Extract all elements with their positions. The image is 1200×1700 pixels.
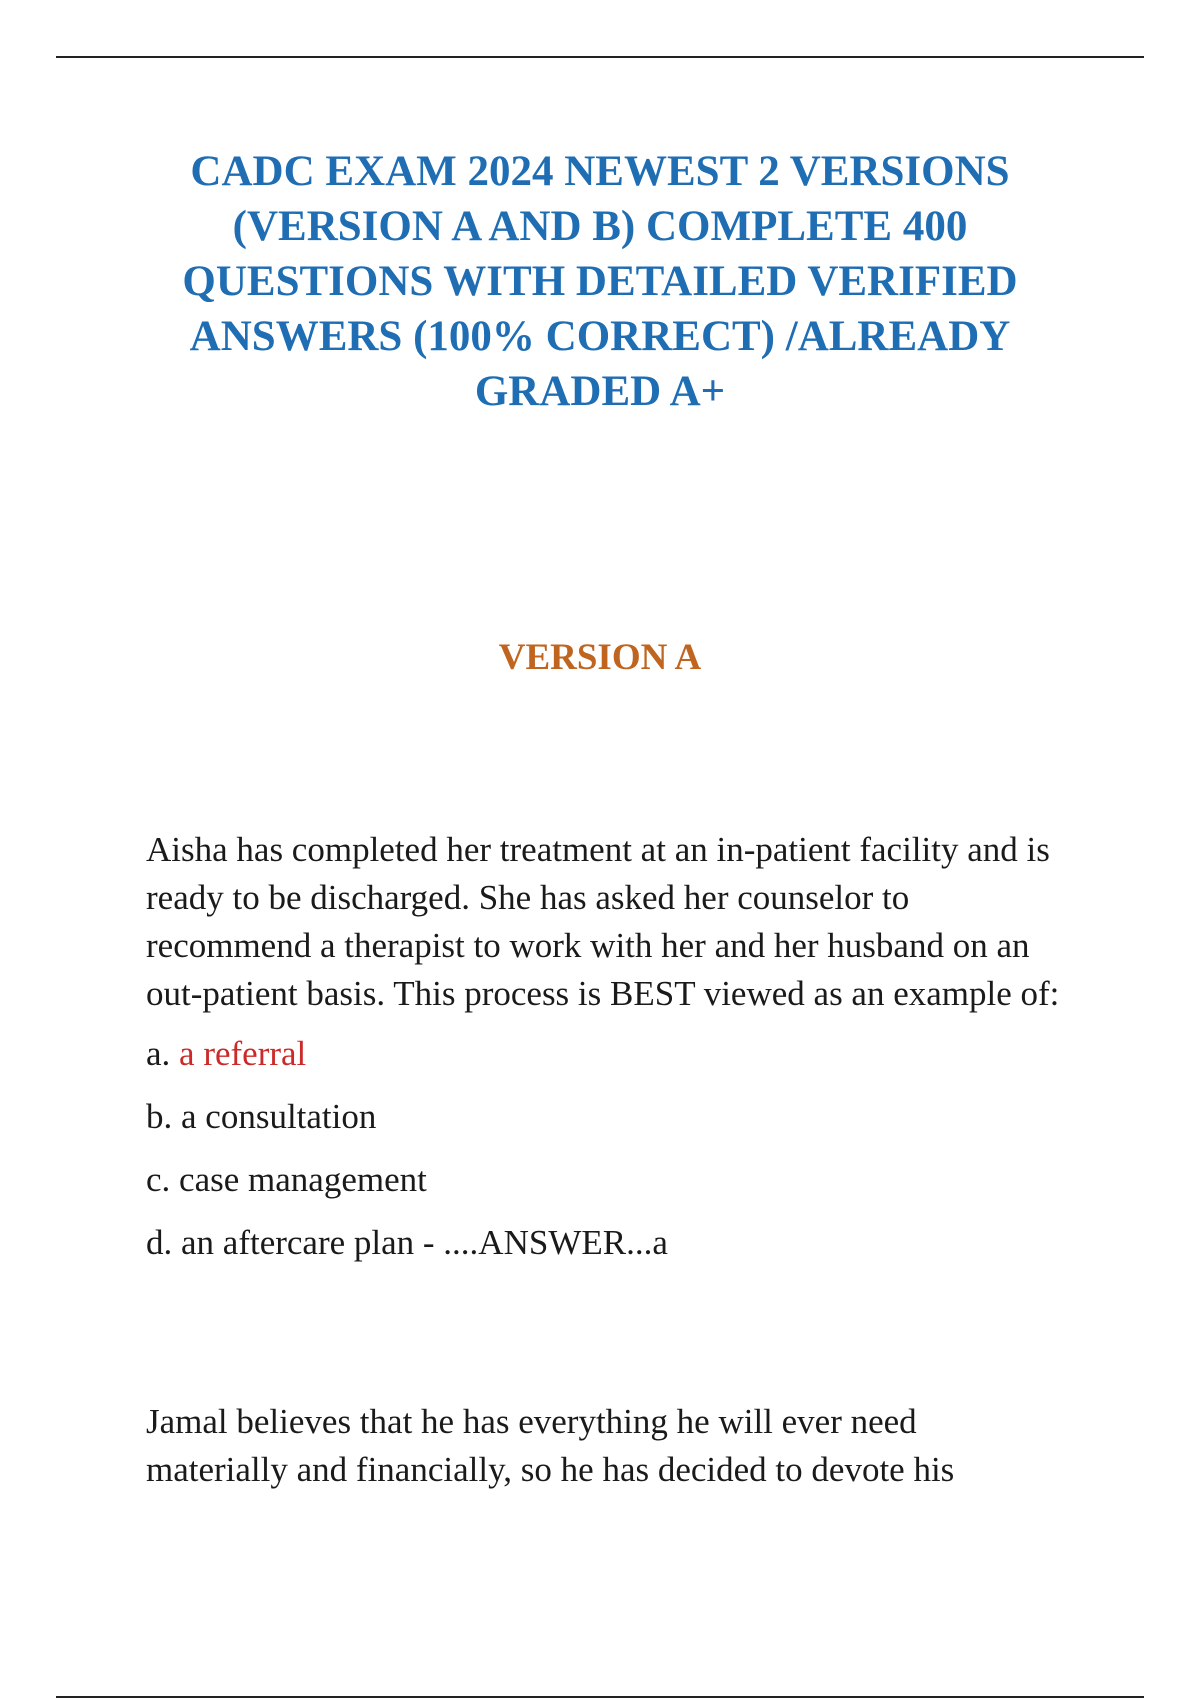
option-text: a consultation bbox=[181, 1097, 377, 1136]
option-b bbox=[146, 1093, 1066, 1141]
document-title: CADC EXAM 2024 NEWEST 2 VERSIONS (VERSION A AND B) COMPLETE 400 QUESTIONS WITH DETAILED VERIFIED ANSWERS (100% CORRECT) /ALREADY GRADED A+ bbox=[182, 148, 1018, 415]
option-text: an aftercare plan - ....ANSWER...a bbox=[181, 1223, 668, 1262]
version-heading: VERSION A bbox=[498, 637, 702, 678]
option-prefix: b. bbox=[146, 1097, 181, 1136]
option-prefix: d. bbox=[146, 1223, 181, 1262]
option-c bbox=[146, 1156, 1066, 1204]
correct-answer-text: a referral bbox=[179, 1034, 307, 1073]
option-a bbox=[146, 1030, 1066, 1078]
top-rule bbox=[56, 56, 1144, 58]
option-d bbox=[146, 1219, 1066, 1267]
bottom-rule bbox=[56, 1696, 1144, 1698]
option-text: case management bbox=[179, 1160, 427, 1199]
question-block bbox=[146, 826, 1066, 1282]
question-stem: Aisha has completed her treatment at an in-patient facility and is ready to be discharged. She has asked her counselor to recommend a therapist to work with her and her husband on an out-patient basis. This process is BEST viewed as an example of: bbox=[146, 830, 1060, 1013]
question-block bbox=[146, 1398, 1066, 1494]
option-prefix: c. bbox=[146, 1160, 180, 1199]
answer-options bbox=[146, 1030, 1066, 1267]
option-prefix: a. bbox=[146, 1034, 180, 1073]
question-stem: Jamal believes that he has everything he will ever need materially and financially, so he has decided to devote his bbox=[146, 1402, 955, 1489]
